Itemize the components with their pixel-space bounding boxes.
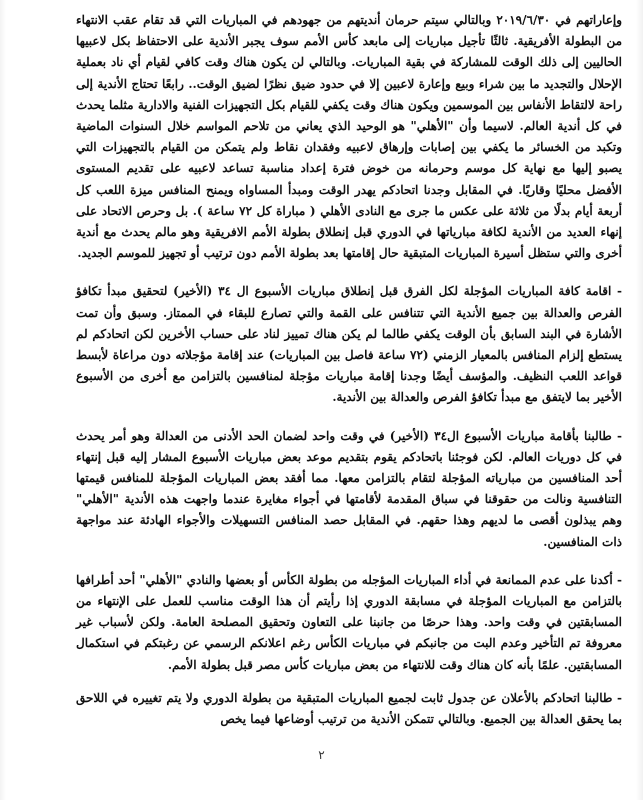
document-body	[76, 10, 622, 730]
page-number: ٢	[318, 748, 325, 762]
paragraph-continuation: وإعاراتهم في ٢٠١٩/٦/٣٠ وبالتالي سيتم حرمان أنديتهم من جهودهم في المباريات التي قد تقام عقب الانتهاء من البطولة الأفريقية. ثالثًا تأجيل مباريات إلى مابعد كأس الأمم سوف يجبر الأندية على الاحتفاظ بكل لاعبيها الحاليين إلى ذلك الوقت للمشاركة في بقية المباريات. وبالتالي لن يكون هناك وقت كافي لقيام أي ناد بعملية الإحلال والتجديد ما بين شراء وبيع وإعارة لاعبين إلا في حدود ضيق نظرًا لضيق الوقت.. رابعًا تحتاج الأندية إلى راحة لالتقاط الأنفاس بين الموسمين ويكون هناك وقت يكفي للقيام بكل التجهيزات الفنية والادارية مثلما يحدث في كل أندية العالم. لاسيما وأن "الأهلي" هو الوحيد الذي يعاني من تلاحم المواسم خلال السنوات الماضية وتكبد من الخسائر ما يكفي بين إصابات وإرهاق لاعبيه وفقدان نقاط ولم يتمكن من القيام بالتجهيزات التي يصبو إليها مع نهاية كل موسم وحرمانه من خوض فترة إعداد مناسبة تساعد لاعبيه على تقديم المستوى الأفضل محليًا وقاريًا. في المقابل وجدنا اتحادكم يهدر الوقت ومبدأ المساواه ويمنح المنافس ميزة اللعب كل أربعة أيام بدلًا من ثلاثة على عكس ما جرى مع النادى الأهلي ( مباراة كل ٧٢ ساعة ). بل وحرص الاتحاد على إنهاء العديد من الأندية لكافة مبارياتها في الدوري قبل إنطلاق بطولة الأمم الافريقية وهو مالم يحدث مع أندية أخرى والتي ستظل أسيرة المباريات المتبقية حال إقامتها بعد بطولة الأمم دون ترتيب أو تجهيز للموسم الجديد.	[76, 13, 623, 261]
paragraph-fixed-schedule: - طالبنا اتحادكم بالأعلان عن جدول ثابت لجميع المباريات المتبقية من بطولة الدوري ولا يتم تغييره في اللاحق بما يحقق العدالة بين الجميع. وبالتالي تتمكن الأندية من ترتيب أوضاعها فيما يخص	[76, 690, 622, 727]
paragraph-cup-matches: - أكدنا على عدم الممانعة في أداء المباريات المؤجله من بطولة الكأس أو بعضها والنادي "الأهلي" أحد أطرافها بالتزامن مع المباريات المؤجلة في مسابقة الدوري إذا رأيتم أن هذا الوقت مناسب للعمل على الإنتهاء من المسابقتين في وقت واحد. وهذا حرصًا من جانبنا على التعاون وتحقيق المصلحة العامة. ولكن لأسباب غير معروفة تم التأخير وعدم البت من جانبكم في مباريات الكأس رغم اعلانكم الرسمي عن رغبتكم في استكمال المسابقتين. علمًا بأنه كان هناك وقت للانتهاء من بعض مباريات كأس مصر قبل بطولة الأمم.	[76, 572, 622, 672]
paragraph-final-round: - طالبنا بأقامة مباريات الأسبوع ال٣٤ (الأخير) في وقت واحد لضمان الحد الأدنى من العدالة وهو أمر يحدث في كل دوريات العالم. لكن فوجئنا باتحادكم يقوم بتقديم موعد بعض مباريات الأسبوع المشار إليه قبل إنتهاء أحد المنافسين من مبارياته المؤجلة لتقام بالتزامن معها. مما أفقد بعض المباريات المؤجلة للمنافس قيمتها التنافسية ونالت من حقوقنا في سباق المقدمة لأقامتها في أجواء مغايرة عندما واجهت هذه الأندية "الأهلي" وهم يبذلون أقصى ما لديهم وهذا حقهم. في المقابل حصد المنافس التسهيلات والأجواء الهادئة عند مواجهة ذات المنافسين.	[76, 428, 622, 549]
paragraph-postponed-matches: - اقامة كافة المباريات المؤجلة لكل الفرق قبل إنطلاق مباريات الأسبوع ال ٣٤ (الأخير) لتحقيق مبدأ تكافؤ الفرص والعدالة بين جميع الأندية التي تتنافس على القمة والتي تصارع للبقاء في الممتاز. وسبق وأن تمت الأشارة في البند السابق بأن الوقت يكفي طالما لم يكن هناك تمييز لناد على حساب الأخرين لكن اتحادكم لم يستطع إلزام المنافس بالمعيار الزمني (٧٢ ساعة فاصل بين المباريات) عند إقامة مؤجلاته دون مراعاة لأبسط قواعد اللعب النظيف. والمؤسف أيضًا وجدنا إقامة مباريات مؤجلة لمنافسين بالتزامن مع أخرى من الأسبوع الأخير بما لايتفق مع مبدأ تكافؤ الفرص والعدالة بين الأندية.	[76, 284, 622, 405]
